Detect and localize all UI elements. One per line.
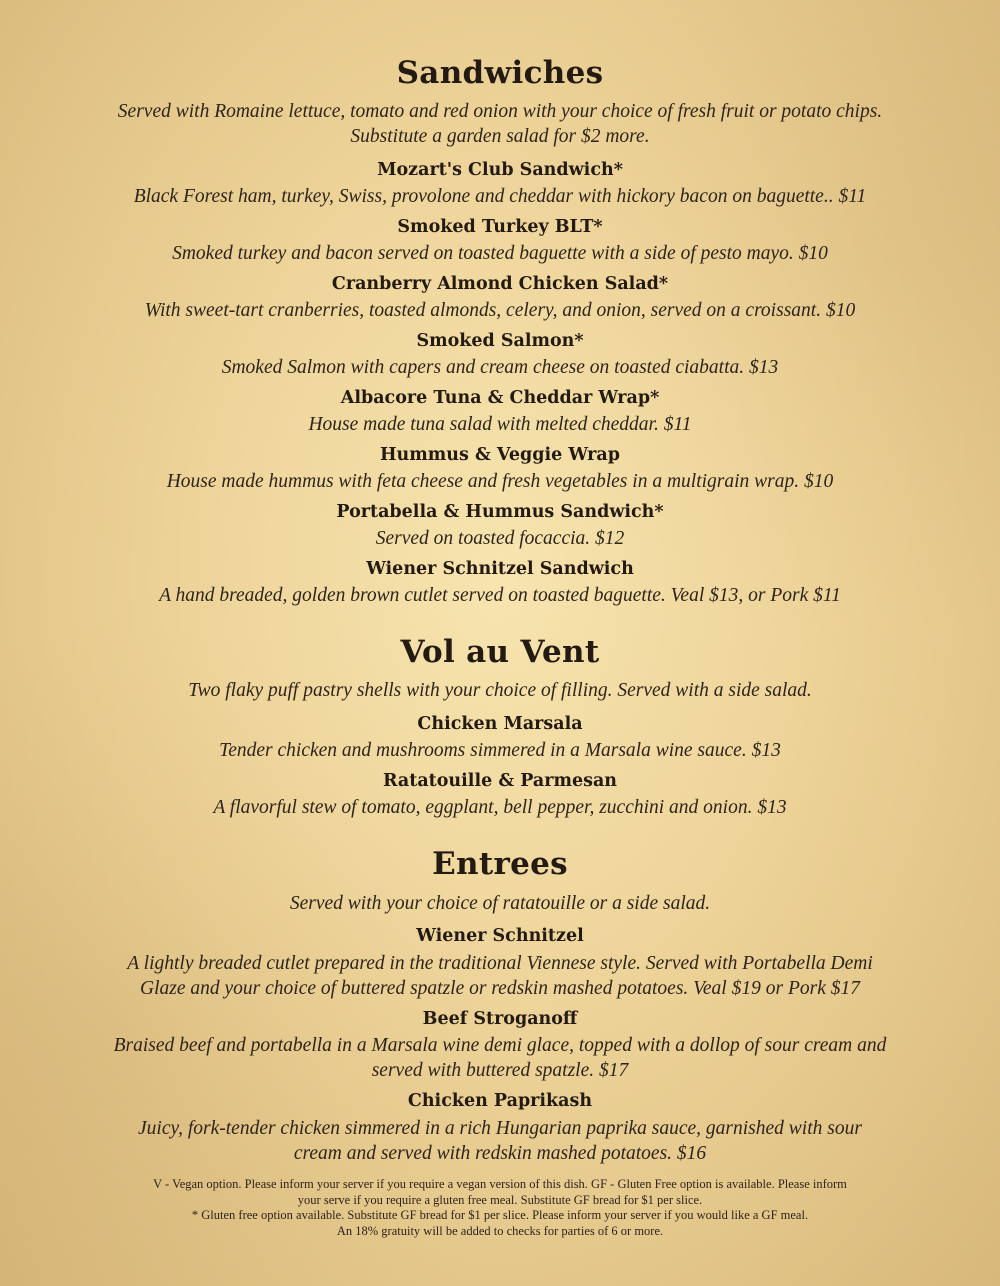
- item-name: Hummus & Veggie Wrap: [380, 445, 620, 465]
- section-title-entrees: Entrees: [432, 846, 568, 882]
- item-description: Smoked Salmon with capers and cream cheese on toasted ciabatta. $13: [221, 357, 779, 378]
- footnotes: [80, 1177, 920, 1239]
- item-description: Smoked turkey and bacon served on toasted baguette with a side of pesto mayo. $10: [172, 243, 828, 264]
- item-description: With sweet-tart cranberries, toasted almonds, celery, and onion, served on a croissant. $10: [144, 300, 856, 321]
- item-description: A hand breaded, golden brown cutlet served on toasted baguette. Veal $13, or Pork $11: [159, 585, 841, 606]
- item-name: Chicken Marsala: [417, 714, 583, 734]
- footnote-vegan-gf: V - Vegan option. Please inform your server if you require a vegan version of this dish. GF - Gluten Free option is available. Please inform: [153, 1177, 847, 1191]
- section-title-sandwiches: Sandwiches: [396, 55, 604, 91]
- section-title-vol-au-vent: Vol au Vent: [400, 634, 600, 670]
- item-name: Mozart's Club Sandwich*: [377, 160, 623, 180]
- item-name: Smoked Turkey BLT*: [397, 217, 603, 237]
- item-description-line1: Braised beef and portabella in a Marsala wine demi glace, topped with a dollop of sour cream and: [113, 1035, 887, 1056]
- item-name: Wiener Schnitzel: [416, 926, 584, 946]
- entrees-intro: Served with your choice of ratatouille or a side salad.: [289, 893, 711, 914]
- item-description-line1: Juicy, fork-tender chicken simmered in a rich Hungarian paprika sauce, garnished with sour: [138, 1118, 862, 1139]
- vol-au-vent-intro: Two flaky puff pastry shells with your choice of filling. Served with a side salad.: [188, 680, 812, 701]
- item-description: Tender chicken and mushrooms simmered in a Marsala wine sauce. $13: [219, 740, 781, 761]
- item-description: A flavorful stew of tomato, eggplant, bell pepper, zucchini and onion. $13: [213, 797, 787, 818]
- item-description-line2: Glaze and your choice of buttered spatzle or redskin mashed potatoes. Veal $19 or Pork $17: [140, 978, 860, 999]
- item-description-line2: served with buttered spatzle. $17: [371, 1060, 629, 1081]
- item-name: Albacore Tuna & Cheddar Wrap*: [340, 388, 660, 408]
- sandwiches-intro-line2: Substitute a garden salad for $2 more.: [350, 126, 650, 147]
- sandwiches-intro-line1: Served with Romaine lettuce, tomato and red onion with your choice of fresh fruit or potato chips.: [117, 101, 883, 122]
- item-name: Beef Stroganoff: [422, 1009, 578, 1029]
- item-description-line1: A lightly breaded cutlet prepared in the traditional Viennese style. Served with Portabella Demi: [127, 953, 873, 974]
- item-name: Ratatouille & Parmesan: [382, 771, 618, 791]
- item-description: House made hummus with feta cheese and fresh vegetables in a multigrain wrap. $10: [166, 471, 834, 492]
- item-name: Smoked Salmon*: [416, 331, 584, 351]
- item-name: Chicken Paprikash: [407, 1091, 593, 1111]
- item-description: House made tuna salad with melted cheddar. $11: [308, 414, 692, 435]
- item-name: Portabella & Hummus Sandwich*: [336, 502, 664, 522]
- item-name: Cranberry Almond Chicken Salad*: [331, 274, 669, 294]
- footnote-gluten-free: * Gluten free option available. Substitute GF bread for $1 per slice. Please inform your server if you would like a GF meal.: [191, 1208, 809, 1222]
- item-description-line2: cream and served with redskin mashed potatoes. $16: [293, 1143, 707, 1164]
- item-name: Wiener Schnitzel Sandwich: [366, 559, 634, 579]
- footnote-gf-bread: your serve if you require a gluten free meal. Substitute GF bread for $1 per slice.: [297, 1192, 703, 1207]
- footnote-gratuity: An 18% gratuity will be added to checks for parties of 6 or more.: [336, 1223, 664, 1238]
- item-description: Served on toasted focaccia. $12: [375, 528, 625, 549]
- item-description: Black Forest ham, turkey, Swiss, provolone and cheddar with hickory bacon on baguette.. $11: [133, 186, 867, 207]
